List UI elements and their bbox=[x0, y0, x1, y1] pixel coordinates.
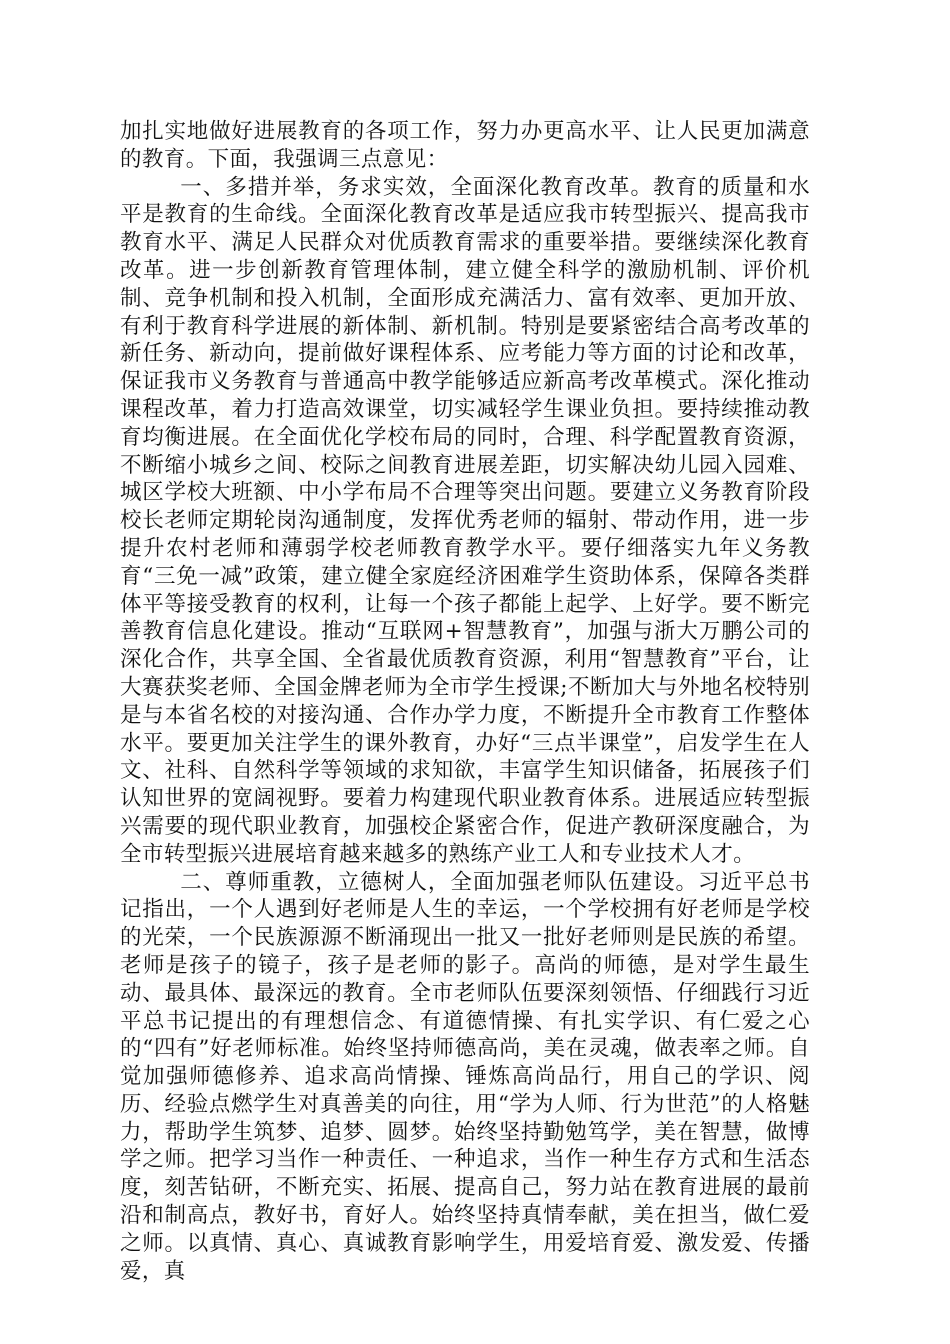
document-page bbox=[120, 118, 810, 1285]
paragraph-section-two: 二、尊师重教，立德树人，全面加强老师队伍建设。习近平总书记指出，一个人遇到好老师是人生的幸运，一个学校拥有好老师是学校的光荣，一个民族源源不断涌现出一批又一批好老师则是民族的希望。老师是孩子的镜子，孩子是老师的影子。高尚的师德，是对学生最生动、最具体、最深远的教育。全市老师队伍要深刻领悟、仔细践行习近平总书记提出的有理想信念、有道德情操、有扎实学识、有仁爱之心的“四有”好老师标准。始终坚持师德高尚，美在灵魂，做表率之师。自觉加强师德修养、追求高尚情操、锤炼高尚品行，用自己的学识、阅历、经验点燃学生对真善美的向往，用“学为人师、行为世范”的人格魅力，帮助学生筑梦、追梦、圆梦。始终坚持勤勉笃学，美在智慧，做博学之师。把学习当作一种责任、一种追求，当作一种生存方式和生活态度，刻苦钻研，不断充实、拓展、提高自己，努力站在教育进展的最前沿和制高点，教好书，育好人。始终坚持真情奉献，美在担当，做仁爱之师。以真情、真心、真诚教育影响学生，用爱培育爱、激发爱、传播爱，真 bbox=[120, 869, 810, 1284]
paragraph-intro: 加扎实地做好进展教育的各项工作，努力办更高水平、让人民更加满意的教育。下面，我强调三点意见： bbox=[120, 119, 810, 172]
paragraph-section-one: 一、多措并举，务求实效，全面深化教育改革。教育的质量和水平是教育的生命线。全面深化教育改革是适应我市转型振兴、提高我市教育水平、满足人民群众对优质教育需求的重要举措。要继续深化教育改革。进一步创新教育管理体制，建立健全科学的激励机制、评价机制、竞争机制和投入机制，全面形成充满活力、富有效率、更加开放、有利于教育科学进展的新体制、新机制。特别是要紧密结合高考改革的新任务、新动向，提前做好课程体系、应考能力等方面的讨论和改革，保证我市义务教育与普通高中教学能够适应新高考改革模式。深化推动课程改革，着力打造高效课堂，切实减轻学生课业负担。要持续推动教育均衡进展。在全面优化学校布局的同时，合理、科学配置教育资源，不断缩小城乡之间、校际之间教育进展差距，切实解决幼儿园入园难、城区学校大班额、中小学布局不合理等突出问题。要建立义务教育阶段校长老师定期轮岗沟通制度，发挥优秀老师的辐射、带动作用，进一步提升农村老师和薄弱学校老师教育教学水平。要仔细落实九年义务教育“三免一减”政策，建立健全家庭经济困难学生资助体系，保障各类群体平等接受教育的权利，让每一个孩子都能上起学、上好学。要不断完善教育信息化建设。推动“互联网+智慧教育”，加强与浙大万鹏公司的深化合作，共享全国、全省最优质教育资源，利用“智慧教育”平台，让大赛获奖老师、全国金牌老师为全市学生授课;不断加大与外地名校特别是与本省名校的对接沟通、合作办学力度，不断提升全市教育工作整体水平。要更加关注学生的课外教育，办好“三点半课堂”，启发学生在人文、社科、自然科学等领域的求知欲，丰富学生知识储备，拓展孩子们认知世界的宽阔视野。要着力构建现代职业教育体系。进展适应转型振兴需要的现代职业教育，加强校企紧密合作，促进产教研深度融合，为全市转型振兴进展培育越来越多的熟练产业工人和专业技术人才。 bbox=[120, 174, 810, 867]
